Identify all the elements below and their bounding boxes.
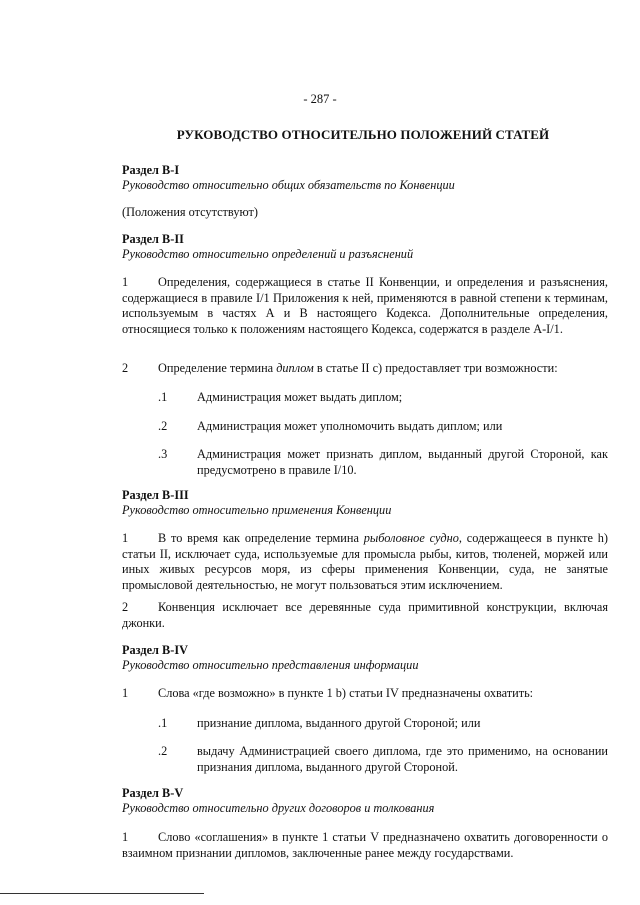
paragraph-text: В то время как определение термина [158, 531, 364, 545]
list-item [158, 419, 608, 435]
section-b4-heading: Раздел В-IV [122, 643, 188, 657]
section-b3-heading: Раздел В-III [122, 488, 189, 502]
section-b3-paragraph-1 [122, 531, 608, 593]
paragraph-number: 2 [122, 361, 129, 375]
paragraph-text: в статье II с) предоставляет три возможности: [313, 361, 558, 375]
section-b2-paragraph-1 [122, 275, 608, 337]
paragraph-text: , содержащееся в пункте h) статьи II, исключает суда, используемые для промысла рыбы, китов, тюленей, моржей или иных живых ресурсов моря, из сферы применения Конвенции, суда, не занятые промысловой деятельностью, не могут пользоваться этим исключением. [122, 531, 609, 592]
section-b1-heading: Раздел В-I [122, 163, 180, 177]
paragraph-number: 1 [122, 686, 129, 700]
section-b4-paragraph-1 [122, 686, 608, 702]
term-emphasis: рыболовное судно [363, 531, 459, 545]
paragraph-text: Конвенция исключает все деревянные суда примитивной конструкции, включая джонки. [122, 600, 608, 630]
item-number: .1 [158, 716, 168, 730]
paragraph-text: Определения, содержащиеся в статье II Конвенции, и определения и разъяснения, содержащиеся в правиле I/1 Приложения к ней, применяются в равной степени к терминам, используемым в частях А и В настоящего Кодекса. Дополнительные определения, относящиеся только к положениям настоящего Кодекса, содержатся в разделе А-I/1. [122, 275, 608, 336]
page-title: РУКОВОДСТВО ОТНОСИТЕЛЬНО ПОЛОЖЕНИЙ СТАТЕЙ [176, 127, 550, 142]
item-text: Администрация может признать диплом, выданный другой Стороной, как предусмотрено в правиле I/10. [197, 447, 608, 477]
item-text: признание диплома, выданного другой Стороной; или [197, 716, 481, 730]
item-number: .3 [158, 447, 168, 461]
item-number: .1 [158, 390, 168, 404]
item-text: Администрация может уполномочить выдать диплом; или [197, 419, 503, 433]
item-text: выдачу Администрацией своего диплома, где это применимо, на основании признания диплома, выданного другой Стороной. [197, 744, 608, 774]
list-item [158, 390, 608, 406]
section-b5-heading: Раздел В-V [122, 786, 184, 800]
section-b5-paragraph-1 [122, 830, 608, 861]
paragraph-number: 1 [122, 275, 129, 289]
item-number: .2 [158, 419, 168, 433]
page-number: - 287 - [303, 92, 337, 106]
section-b3-subtitle: Руководство относительно применения Конвенции [122, 503, 392, 517]
paragraph-text: Слово «соглашения» в пункте 1 статьи V предназначено охватить договоренности о взаимном признании дипломов, заключенные ранее между государствами. [122, 830, 608, 860]
list-item [158, 447, 608, 478]
paragraph-number: 1 [122, 531, 129, 545]
paragraph-number: 1 [122, 830, 129, 844]
term-emphasis: диплом [276, 361, 314, 375]
section-b1-note: (Положения отсутствуют) [122, 205, 258, 219]
section-b3-paragraph-2 [122, 600, 608, 631]
section-b5-subtitle: Руководство относительно других договоров и толкования [122, 801, 435, 815]
list-item [158, 716, 608, 732]
section-b1-subtitle: Руководство относительно общих обязательств по Конвенции [122, 178, 455, 192]
item-text: Администрация может выдать диплом; [197, 390, 403, 404]
item-number: .2 [158, 744, 168, 758]
paragraph-text: Определение термина [158, 361, 277, 375]
paragraph-number: 2 [122, 600, 129, 614]
list-item [158, 744, 608, 775]
paragraph-text: Слова «где возможно» в пункте 1 b) статьи IV предназначены охватить: [158, 686, 534, 700]
section-b2-heading: Раздел В-II [122, 232, 184, 246]
section-b2-paragraph-2 [122, 361, 608, 377]
section-b2-subtitle: Руководство относительно определений и разъяснений [122, 247, 414, 261]
section-b4-subtitle: Руководство относительно представления информации [122, 658, 419, 672]
footnote-rule [0, 893, 204, 894]
